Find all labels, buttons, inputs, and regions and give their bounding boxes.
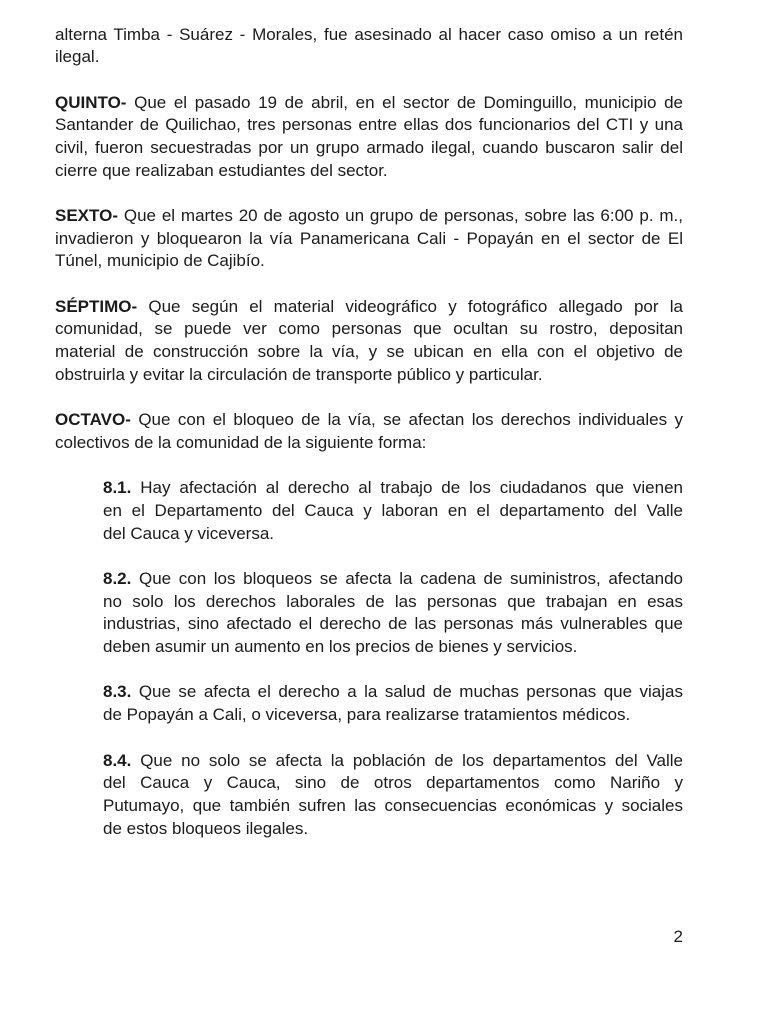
line-text: Que se afecta el derecho a la salud de muchas personas que viajas — [138, 682, 683, 702]
item-number: 8.4. — [103, 750, 132, 770]
text-line: Putumayo, que también sufren las consecuencias económicas y sociales — [103, 795, 683, 815]
text-line: comunidad, se puede ver como personas que ocultan su rostro, depositan — [55, 319, 683, 339]
text-line: Túnel, municipio de Cajibío. — [55, 251, 265, 271]
line-text: Que según el material videográfico y fotográfico allegado por la — [148, 296, 683, 316]
text-line: del Cauca y viceversa. — [103, 523, 275, 543]
line-text: Que con el bloqueo de la vía, se afectan los derechos individuales y — [138, 410, 683, 430]
document-body — [55, 24, 683, 863]
list-item-8-1 — [55, 477, 683, 545]
paragraph-continuation — [55, 24, 683, 69]
text-line: colectivos de la comunidad de la siguiente forma: — [55, 432, 427, 452]
text-line: civil, fueron secuestradas por un grupo armado ilegal, cuando buscaron salir del — [55, 137, 683, 157]
text-line: cierre que realizaban estudiantes del sector. — [55, 160, 388, 180]
text-line — [103, 750, 683, 773]
paragraph-quinto — [55, 92, 683, 183]
list-item-8-4 — [55, 750, 683, 841]
paragraph-label: QUINTO- — [55, 92, 127, 112]
paragraph-label: OCTAVO- — [55, 410, 131, 430]
text-line — [103, 681, 683, 704]
line-text: Que el martes 20 de agosto un grupo de personas, sobre las 6:00 p. m., — [123, 206, 683, 225]
item-number: 8.3. — [103, 682, 132, 702]
list-item-8-2 — [55, 568, 683, 659]
item-number: 8.1. — [103, 478, 132, 498]
text-line — [55, 205, 683, 228]
text-line: material de construcción sobre la vía, y se ubican en ella con el objetivo de — [55, 342, 683, 362]
page-number: 2 — [673, 927, 683, 946]
list-item-8-3 — [55, 681, 683, 726]
text-line: de Popayán a Cali, o viceversa, para realizarse tratamientos médicos. — [103, 705, 631, 725]
text-line: de estos bloqueos ilegales. — [103, 818, 309, 838]
text-line: industrias, sino afectado el derecho de las personas más vulnerables que — [103, 614, 683, 634]
text-line: no solo los derechos laborales de las personas que trabajan en esas — [103, 591, 683, 611]
line-text: Hay afectación al derecho al trabajo de los ciudadanos que vienen — [140, 478, 683, 498]
text-line: deben asumir un aumento en los precios de bienes y servicios. — [103, 637, 578, 657]
line-text: Que con los bloqueos se afecta la cadena de suministros, afectando — [138, 569, 683, 588]
paragraph-sexto — [55, 205, 683, 273]
text-line — [55, 296, 683, 319]
paragraph-label: SEXTO- — [55, 206, 118, 225]
item-number: 8.2. — [103, 569, 132, 588]
paragraph-label: SÉPTIMO- — [55, 296, 138, 316]
paragraph-octavo — [55, 409, 683, 454]
text-line: invadieron y bloquearon la vía Panamericana Cali - Popayán en el sector de El — [55, 228, 683, 248]
paragraph-septimo — [55, 296, 683, 387]
text-line — [55, 409, 683, 432]
text-line: del Cauca y Cauca, sino de otros departamentos como Nariño y — [103, 773, 683, 793]
text-line: Santander de Quilichao, tres personas entre ellas dos funcionarios del CTI y una — [55, 115, 683, 135]
text-line: obstruirla y evitar la circulación de transporte público y particular. — [55, 364, 543, 384]
text-line — [103, 568, 683, 591]
text-line — [55, 92, 683, 115]
text-line: en el Departamento del Cauca y laboran en el departamento del Valle — [103, 500, 683, 520]
text-line: alterna Timba - Suárez - Morales, fue asesinado al hacer caso omiso a un retén — [55, 24, 683, 44]
text-line — [103, 477, 683, 500]
line-text: Que no solo se afecta la población de los departamentos del Valle — [140, 750, 683, 770]
line-text: Que el pasado 19 de abril, en el sector de Dominguillo, municipio de — [134, 92, 683, 112]
text-line: ilegal. — [55, 47, 100, 67]
